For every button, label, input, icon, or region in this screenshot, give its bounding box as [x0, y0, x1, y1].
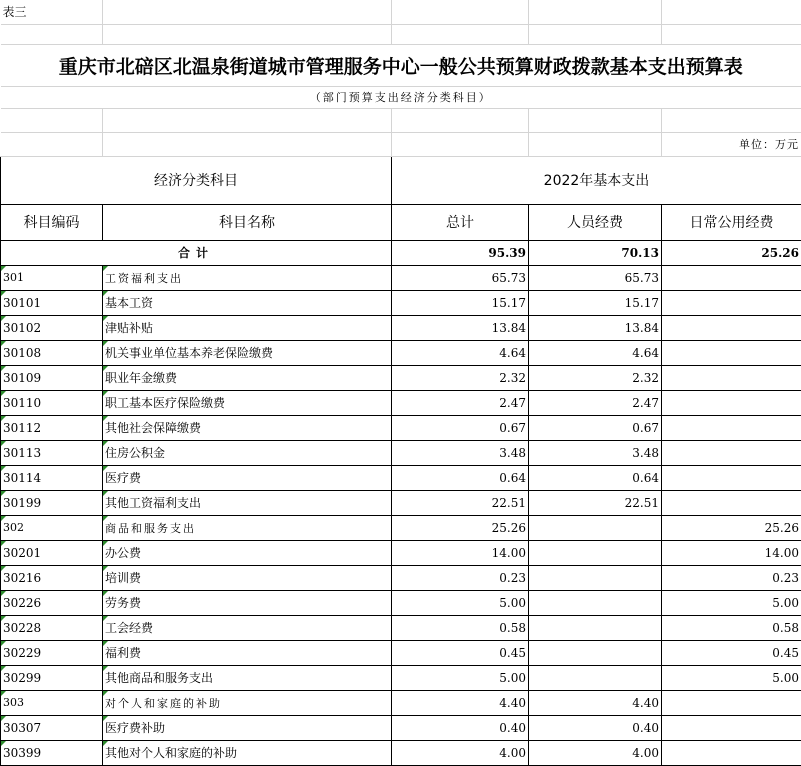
- row-total: 13.84: [392, 315, 529, 340]
- row-total: 0.58: [392, 615, 529, 640]
- row-name: 对个人和家庭的补助: [103, 690, 392, 715]
- row-public: [662, 265, 801, 290]
- row-total: 0.23: [392, 565, 529, 590]
- row-code: 30102: [1, 315, 103, 340]
- row-total: 22.51: [392, 490, 529, 515]
- row-name: 办公费: [103, 540, 392, 565]
- table-row: [1, 540, 801, 565]
- header-name: 科目名称: [103, 204, 392, 240]
- row-code: 30299: [1, 665, 103, 690]
- subtitle-row: [1, 86, 801, 108]
- table-row: [1, 415, 801, 440]
- table-row: [1, 490, 801, 515]
- header-code: 科目编码: [1, 204, 103, 240]
- row-code: 30216: [1, 565, 103, 590]
- row-public: 5.00: [662, 665, 801, 690]
- row-name: 机关事业单位基本养老保险缴费: [103, 340, 392, 365]
- row-code: 30399: [1, 740, 103, 765]
- table-row: [1, 465, 801, 490]
- table-row: [1, 590, 801, 615]
- row-code: 30229: [1, 640, 103, 665]
- row-public: [662, 290, 801, 315]
- row-public: 0.23: [662, 565, 801, 590]
- row-personnel: 2.32: [529, 365, 662, 390]
- total-public: 25.26: [662, 240, 801, 265]
- row-total: 14.00: [392, 540, 529, 565]
- row-personnel: [529, 540, 662, 565]
- header-public: 日常公用经费: [662, 204, 801, 240]
- row-public: 0.45: [662, 640, 801, 665]
- row-personnel: 22.51: [529, 490, 662, 515]
- row-code: 303: [1, 690, 103, 715]
- row-code: 30110: [1, 390, 103, 415]
- row-name: 医疗费补助: [103, 715, 392, 740]
- row-personnel: [529, 665, 662, 690]
- total-personnel: 70.13: [529, 240, 662, 265]
- sheet-label: 表三: [1, 0, 103, 24]
- row-name: 基本工资: [103, 290, 392, 315]
- row-total: 0.45: [392, 640, 529, 665]
- row-total: 5.00: [392, 590, 529, 615]
- table-row: [1, 565, 801, 590]
- row-code: 30226: [1, 590, 103, 615]
- row-public: [662, 390, 801, 415]
- row-code: 30307: [1, 715, 103, 740]
- row-name: 福利费: [103, 640, 392, 665]
- row-total: 4.64: [392, 340, 529, 365]
- unit-label: 单位：万元: [662, 132, 801, 156]
- row-total: 65.73: [392, 265, 529, 290]
- table-row: [1, 690, 801, 715]
- table-row: [1, 315, 801, 340]
- row-public: [662, 440, 801, 465]
- row-name: 其他社会保障缴费: [103, 415, 392, 440]
- row-name: 职工基本医疗保险缴费: [103, 390, 392, 415]
- row-total: 5.00: [392, 665, 529, 690]
- row-code: 301: [1, 265, 103, 290]
- row-public: [662, 490, 801, 515]
- row-personnel: 2.47: [529, 390, 662, 415]
- label-row: [1, 0, 801, 24]
- unit-row: [1, 132, 801, 156]
- row-code: 30108: [1, 340, 103, 365]
- table-row: [1, 665, 801, 690]
- header-column-row: [1, 204, 801, 240]
- row-public: [662, 415, 801, 440]
- row-public: [662, 715, 801, 740]
- row-public: [662, 740, 801, 765]
- header-econ-class: 经济分类科目: [1, 156, 392, 204]
- row-code: 30114: [1, 465, 103, 490]
- row-personnel: 4.40: [529, 690, 662, 715]
- table-row: [1, 715, 801, 740]
- row-name: 住房公积金: [103, 440, 392, 465]
- table-row: [1, 515, 801, 540]
- total-total: 95.39: [392, 240, 529, 265]
- row-public: [662, 315, 801, 340]
- row-public: 14.00: [662, 540, 801, 565]
- row-name: 津贴补贴: [103, 315, 392, 340]
- row-code: 30199: [1, 490, 103, 515]
- row-name: 商品和服务支出: [103, 515, 392, 540]
- row-code: 30109: [1, 365, 103, 390]
- row-name: 其他工资福利支出: [103, 490, 392, 515]
- table-row: [1, 365, 801, 390]
- row-public: 0.58: [662, 615, 801, 640]
- table-row: [1, 290, 801, 315]
- row-personnel: 0.64: [529, 465, 662, 490]
- row-code: 302: [1, 515, 103, 540]
- page-subtitle: （部门预算支出经济分类科目）: [1, 86, 801, 108]
- row-total: 0.67: [392, 415, 529, 440]
- title-row: [1, 44, 801, 86]
- page-title: 重庆市北碚区北温泉街道城市管理服务中心一般公共预算财政拨款基本支出预算表: [1, 44, 801, 86]
- row-total: 2.32: [392, 365, 529, 390]
- row-public: [662, 365, 801, 390]
- table-row: [1, 265, 801, 290]
- row-personnel: [529, 590, 662, 615]
- row-public: [662, 690, 801, 715]
- row-personnel: [529, 515, 662, 540]
- row-total: 3.48: [392, 440, 529, 465]
- row-personnel: 65.73: [529, 265, 662, 290]
- row-name: 劳务费: [103, 590, 392, 615]
- table-row: [1, 615, 801, 640]
- row-personnel: [529, 640, 662, 665]
- row-code: 30112: [1, 415, 103, 440]
- header-group-row: [1, 156, 801, 204]
- row-code: 30201: [1, 540, 103, 565]
- row-personnel: 3.48: [529, 440, 662, 465]
- table-row: [1, 640, 801, 665]
- row-code: 30228: [1, 615, 103, 640]
- row-total: 0.64: [392, 465, 529, 490]
- row-personnel: [529, 565, 662, 590]
- total-label: 合计: [1, 240, 392, 265]
- header-personnel: 人员经费: [529, 204, 662, 240]
- table-row: [1, 740, 801, 765]
- row-code: 30101: [1, 290, 103, 315]
- row-public: 25.26: [662, 515, 801, 540]
- row-name: 其他对个人和家庭的补助: [103, 740, 392, 765]
- row-name: 培训费: [103, 565, 392, 590]
- row-total: 4.00: [392, 740, 529, 765]
- row-public: 5.00: [662, 590, 801, 615]
- row-total: 2.47: [392, 390, 529, 415]
- row-personnel: 4.00: [529, 740, 662, 765]
- row-total: 0.40: [392, 715, 529, 740]
- row-public: [662, 340, 801, 365]
- row-name: 职业年金缴费: [103, 365, 392, 390]
- total-row: [1, 240, 801, 265]
- row-name: 工会经费: [103, 615, 392, 640]
- row-total: 4.40: [392, 690, 529, 715]
- table-row: [1, 440, 801, 465]
- row-personnel: 15.17: [529, 290, 662, 315]
- row-personnel: 4.64: [529, 340, 662, 365]
- header-total: 总计: [392, 204, 529, 240]
- row-personnel: [529, 615, 662, 640]
- row-personnel: 13.84: [529, 315, 662, 340]
- row-name: 工资福利支出: [103, 265, 392, 290]
- header-basic-expense: 2022年基本支出: [392, 156, 801, 204]
- row-total: 25.26: [392, 515, 529, 540]
- table-row: [1, 390, 801, 415]
- row-code: 30113: [1, 440, 103, 465]
- row-personnel: 0.40: [529, 715, 662, 740]
- row-name: 医疗费: [103, 465, 392, 490]
- row-public: [662, 465, 801, 490]
- table-row: [1, 340, 801, 365]
- row-personnel: 0.67: [529, 415, 662, 440]
- row-total: 15.17: [392, 290, 529, 315]
- row-name: 其他商品和服务支出: [103, 665, 392, 690]
